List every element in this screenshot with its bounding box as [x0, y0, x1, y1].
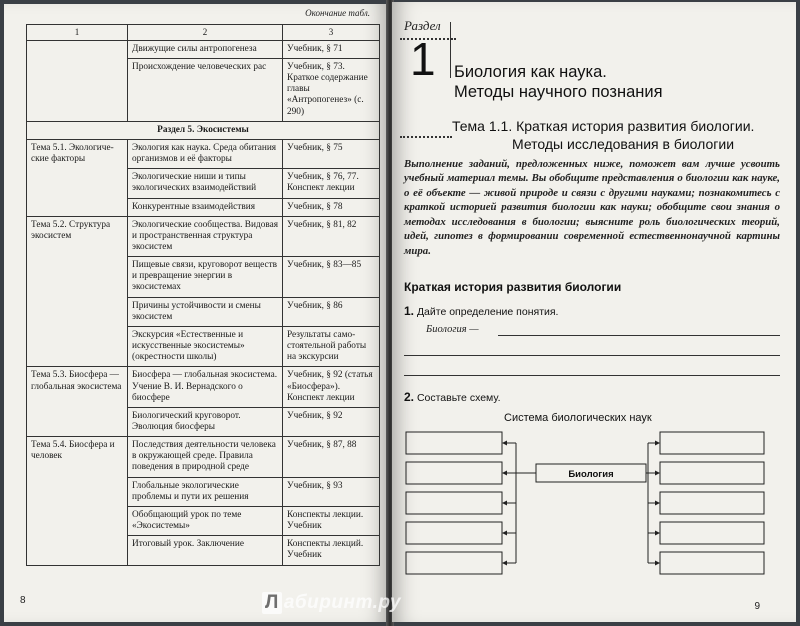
lesson-cell: Экологические ниши и типы экологических взаимодействий: [128, 169, 283, 198]
lesson-cell: Экология как наука. Среда обитания организмов и её факторы: [128, 139, 283, 168]
lesson-cell: Биосфера — глобальная экосистема. Учение В. И. Вернадского о биосфере: [128, 367, 283, 407]
column-header: 2: [128, 25, 283, 41]
table-row: [27, 437, 380, 477]
section-title: Раздел 5. Экосистемы: [27, 121, 380, 139]
source-cell: Учебник, § 73. Краткое содержание главы «Антропогенез» (с. 290): [283, 58, 380, 121]
scheme-box-left[interactable]: [406, 432, 502, 454]
scheme-box-left[interactable]: [406, 492, 502, 514]
topic-cell: Тема 5.1. Экологические факторы: [27, 139, 128, 216]
intro-paragraph: Выполнение заданий, предложенных ниже, поможет вам лучше усвоить учебный материал темы. Вы обобщите представления о биологии как науке, о её объекте — живой природе и связи с другими науками; познакомитесь с краткой историей развития биологии как науки; обобщите свои знания о методах исследования в биологии; выясните роль биологических теорий, идей, гипотез в формировании современной естественнонаучной картины мира.: [404, 158, 780, 257]
source-cell: Учебник, § 81, 82: [283, 216, 380, 256]
chapter-title-line: Биология как наука.: [454, 63, 607, 81]
table-row: [27, 139, 380, 168]
scheme-title: Система биологических наук: [504, 412, 652, 424]
scheme-box-right[interactable]: [660, 522, 764, 544]
lesson-cell: Последствия деятельности человека в окружающей среде. Правила поведения в природной среде: [128, 437, 283, 477]
task-number: 2.: [404, 390, 415, 404]
topic-cell: Тема 5.2. Структура экосистем: [27, 216, 128, 367]
lesson-cell: Глобальные экологические проблемы и пути их решения: [128, 477, 283, 506]
source-cell: Учебник, § 92: [283, 407, 380, 436]
source-cell: Учебник, § 92 (статья «Биосфера»). Конспект лекции: [283, 367, 380, 407]
source-cell: Конспекты лекций. Учебник: [283, 536, 380, 565]
topic-cell: Тема 5.4. Биосфера и человек: [27, 437, 128, 565]
source-cell: Учебник, § 76, 77. Конспект лекции: [283, 169, 380, 198]
biology-sciences-scheme: [392, 2, 796, 622]
source-cell: Учебник, § 87, 88: [283, 437, 380, 477]
scheme-box-right[interactable]: [660, 552, 764, 574]
topic-title-line: Методы исследования в биологии: [512, 135, 735, 152]
table-row: [27, 216, 380, 256]
lesson-cell: Экскурсия «Естественные и искусственные экосистемы» (окрестности школы): [128, 326, 283, 366]
chapter-title-line: Методы научного познания: [454, 83, 663, 102]
source-cell: Учебник, § 75: [283, 139, 380, 168]
topic-title-line: Тема 1.1. Краткая история развития биологии.: [452, 118, 755, 134]
table-row: [27, 40, 380, 58]
scheme-box-left[interactable]: [406, 552, 502, 574]
task-text: Дайте определение понятия.: [416, 306, 559, 318]
column-header: 3: [283, 25, 380, 41]
page-number: 8: [20, 595, 26, 606]
lesson-cell: Биологический круговорот. Эволюция биосферы: [128, 407, 283, 436]
continuation-label: Окончание табл.: [305, 8, 370, 18]
subsection-heading: Краткая история развития биологии: [404, 280, 622, 294]
source-cell: Учебник, § 78: [283, 198, 380, 216]
column-header: 1: [27, 25, 128, 41]
topic-cell: [27, 40, 128, 121]
scheme-box-left[interactable]: [406, 522, 502, 544]
table-header-row: [27, 25, 380, 41]
source-cell: Учебник, § 86: [283, 297, 380, 326]
page-number: 9: [754, 601, 760, 612]
section-number: 1: [410, 33, 436, 85]
scheme-center-label: Биология: [568, 469, 614, 480]
definition-label: Биология —: [426, 324, 479, 335]
lesson-cell: Движущие силы антропогенеза: [128, 40, 283, 58]
task-text: Составьте схему.: [416, 392, 501, 404]
table-row: [27, 367, 380, 407]
watermark-logo: Л абиринт.ру: [262, 592, 401, 614]
topic-cell: Тема 5.3. Биосфера — глобальная экосистема: [27, 367, 128, 437]
section-label: Раздел: [404, 18, 441, 33]
source-cell: Учебник, § 93: [283, 477, 380, 506]
lesson-cell: Экологические сообщества. Видовая и пространственная структура экосистем: [128, 216, 283, 256]
task-number: 1.: [404, 304, 415, 318]
left-page: [4, 4, 388, 622]
source-cell: Учебник, § 71: [283, 40, 380, 58]
lesson-cell: Обобщающий урок по теме «Экосистемы»: [128, 506, 283, 535]
scheme-box-left[interactable]: [406, 462, 502, 484]
lesson-cell: Итоговый урок. Заключение: [128, 536, 283, 565]
source-cell: Учебник, § 83—85: [283, 257, 380, 297]
curriculum-table: [26, 24, 380, 566]
source-cell: Результаты самостоятельной работы на экскурсии: [283, 326, 380, 366]
right-page: [392, 2, 796, 622]
scheme-box-right[interactable]: [660, 432, 764, 454]
lesson-cell: Пищевые связи, круговорот веществ и превращение энергии в экосистемах: [128, 257, 283, 297]
section-row: [27, 121, 380, 139]
scheme-box-right[interactable]: [660, 462, 764, 484]
lesson-cell: Причины устойчивости и смены экосистем: [128, 297, 283, 326]
scheme-box-right[interactable]: [660, 492, 764, 514]
lesson-cell: Происхождение человеческих рас: [128, 58, 283, 121]
source-cell: Конспекты лекции. Учебник: [283, 506, 380, 535]
lesson-cell: Конкурентные взаимодействия: [128, 198, 283, 216]
